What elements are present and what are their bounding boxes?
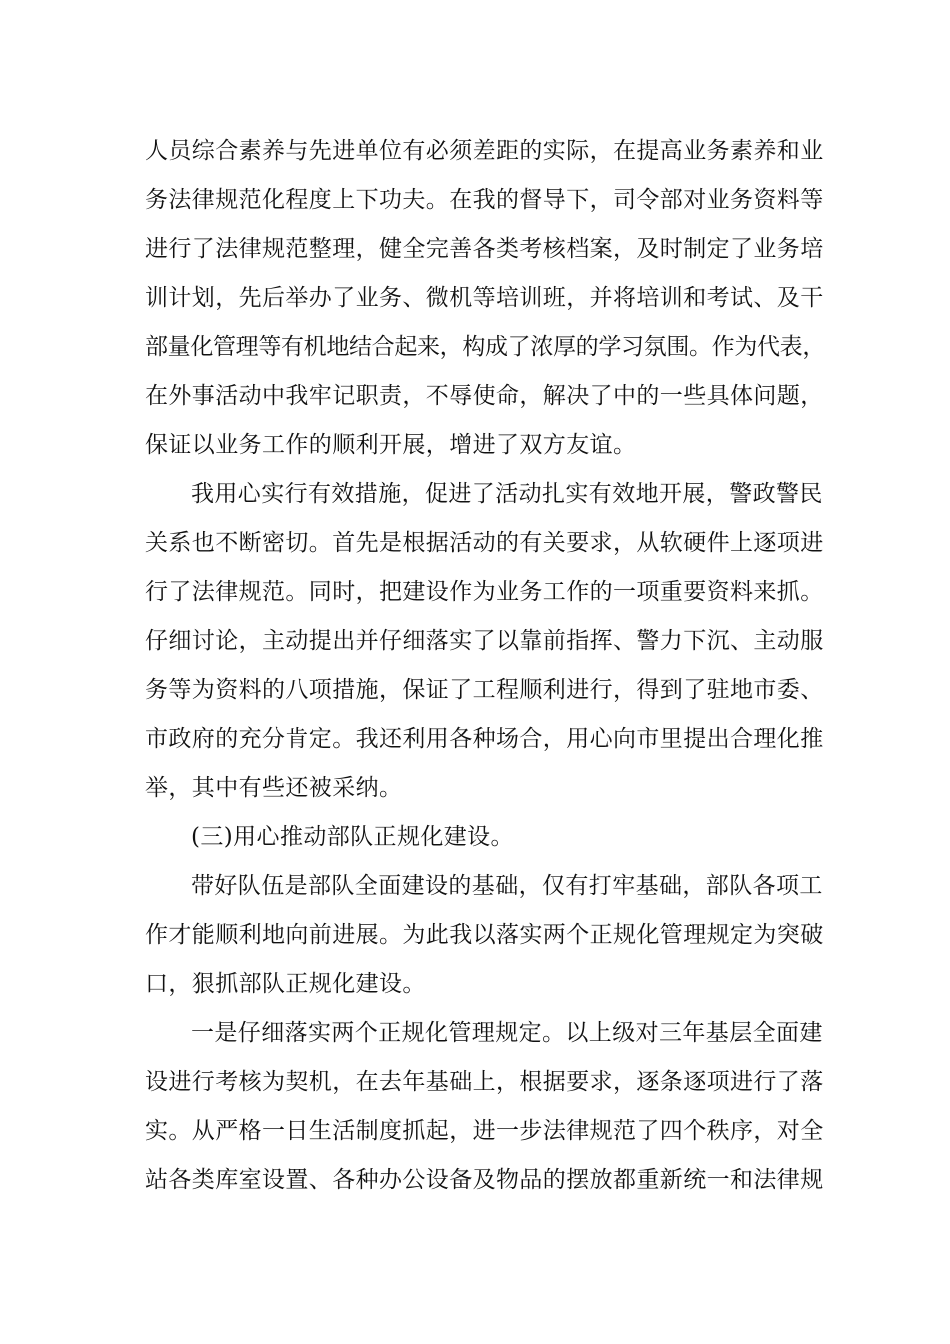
text-line: 在外事活动中我牢记职责，不辱使命，解决了中的一些具体问题， xyxy=(145,383,824,409)
text-line: 仔细讨论，主动提出并仔细落实了以靠前指挥、警力下沉、主动服 xyxy=(145,628,824,654)
section-heading xyxy=(145,813,825,862)
paragraph-4 xyxy=(145,1009,825,1205)
text-line: (三)用心推动部队正规化建设。 xyxy=(191,824,514,850)
text-line: 人员综合素养与先进单位有必须差距的实际，在提高业务素养和业 xyxy=(145,138,824,164)
text-line: 带好队伍是部队全面建设的基础，仅有打牢基础，部队各项工 xyxy=(191,873,823,899)
text-line: 站各类库室设置、各种办公设备及物品的摆放都重新统一和法律规 xyxy=(145,1167,824,1193)
text-line: 训计划，先后举办了业务、微机等培训班，并将培训和考试、及干 xyxy=(145,285,824,311)
text-line: 部量化管理等有机地结合起来，构成了浓厚的学习氛围。作为代表， xyxy=(145,334,826,360)
text-line: 实。从严格一日生活制度抓起，进一步法律规范了四个秩序，对全 xyxy=(145,1118,824,1144)
text-line: 行了法律规范。同时，把建设作为业务工作的一项重要资料来抓。 xyxy=(145,579,824,605)
text-line: 设进行考核为契机，在去年基础上，根据要求，逐条逐项进行了落 xyxy=(145,1069,824,1095)
text-line: 进行了法律规范整理，健全完善各类考核档案，及时制定了业务培 xyxy=(145,236,824,262)
text-line: 一是仔细落实两个正规化管理规定。以上级对三年基层全面建 xyxy=(191,1020,823,1046)
document-body xyxy=(145,127,825,1205)
text-line: 作才能顺利地向前进展。为此我以落实两个正规化管理规定为突破 xyxy=(145,922,824,948)
text-line: 务法律规范化程度上下功夫。在我的督导下，司令部对业务资料等 xyxy=(145,187,824,213)
text-line: 口，狠抓部队正规化建设。 xyxy=(145,971,426,997)
text-line: 关系也不断密切。首先是根据活动的有关要求，从软硬件上逐项进 xyxy=(145,530,824,556)
text-line: 务等为资料的八项措施，保证了工程顺利进行，得到了驻地市委、 xyxy=(145,677,824,703)
text-line: 市政府的充分肯定。我还利用各种场合，用心向市里提出合理化推 xyxy=(145,726,824,752)
paragraph-3 xyxy=(145,862,825,1009)
text-line: 保证以业务工作的顺利开展，增进了双方友谊。 xyxy=(145,432,637,458)
text-line: 我用心实行有效措施，促进了活动扎实有效地开展，警政警民 xyxy=(191,481,823,507)
text-line: 举，其中有些还被采纳。 xyxy=(145,775,403,801)
paragraph-2 xyxy=(145,470,825,813)
paragraph-1 xyxy=(145,127,825,470)
